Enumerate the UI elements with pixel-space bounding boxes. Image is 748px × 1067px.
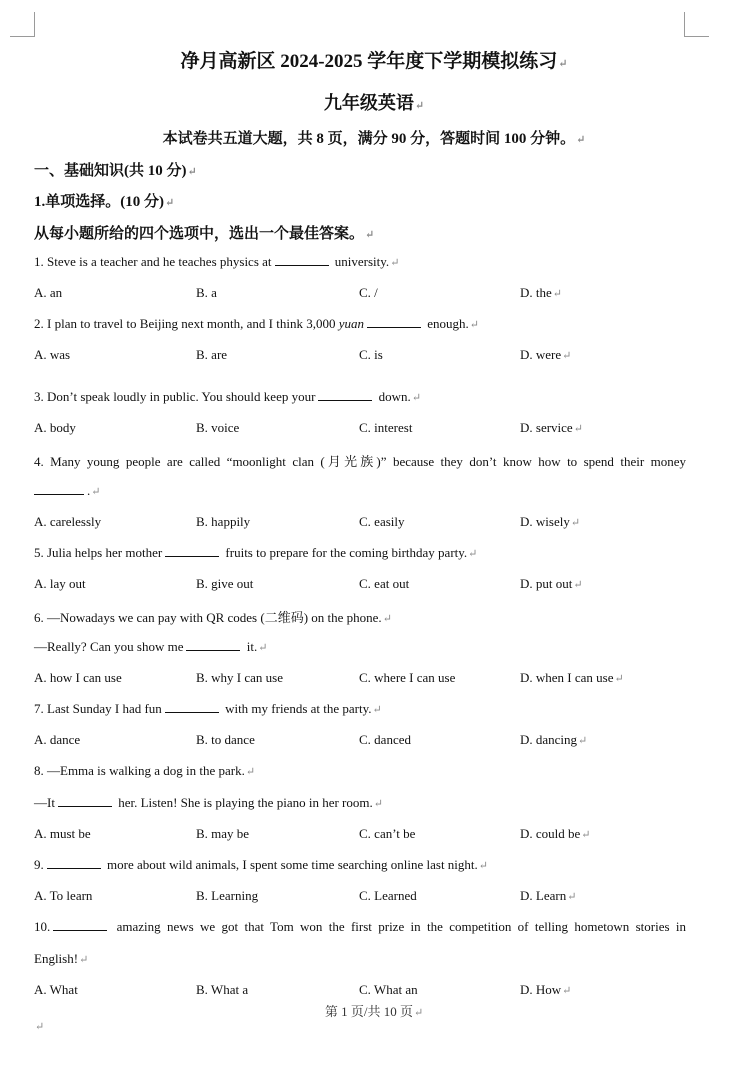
question-10-stem-continued: English!↵ [34,951,89,966]
question-3-stem: 3. Don’t speak loudly in public. You should keep your down.↵ [34,389,422,404]
answer-blank [186,640,240,651]
question-4-stem: 4. Many young people are called “moonlight clan (月光族)” because they don’t know how to spend their money [34,454,686,469]
question-9-option-a: A. To learn [34,888,93,903]
question-4-option-d: D. wisely↵ [520,514,581,529]
question-6-option-a: A. how I can use [34,670,122,685]
question-1-option-c: C. / [359,285,378,300]
question-4-option-b: B. happily [196,514,251,529]
part-heading: 1.单项选择。(10 分)↵ [34,194,175,210]
question-10-option-d: D. How↵ [520,982,572,997]
question-10-option-a: A. What [34,982,78,997]
question-6-line-1: 6. —Nowadays we can pay with QR codes (二维码) on the phone.↵ [34,610,392,625]
question-8-stem: —It her. Listen! She is playing the piano in her room.↵ [34,795,383,810]
question-1-option-d: D. the↵ [520,285,562,300]
section-heading: 一、基础知识(共 10 分)↵ [34,163,197,179]
question-7-option-c: C. danced [359,732,411,747]
question-1-stem: 1. Steve is a teacher and he teaches physics at university.↵ [34,254,400,269]
question-9-option-b: B. Learning [196,888,259,903]
question-7-option-b: B. to dance [196,732,255,747]
question-6-stem: —Really? Can you show me it.↵ [34,639,268,654]
exam-title: 净月高新区 2024-2025 学年度下学期模拟练习↵ [180,51,568,72]
question-7-option-a: A. dance [34,732,81,747]
question-3-option-b: B. voice [196,420,240,435]
answer-blank [367,317,421,328]
question-6-option-d: D. when I can use↵ [520,670,624,685]
question-4-stem-continued: .↵ [34,483,100,499]
question-5-option-b: B. give out [196,576,254,591]
question-5-stem: 5. Julia helps her mother fruits to prepare for the coming birthday party.↵ [34,545,478,560]
question-9-stem: 9. more about wild animals, I spent some time searching online last night.↵ [34,857,489,872]
question-9-option-c: C. Learned [359,888,417,903]
paragraph-mark: ↵ [35,1021,45,1033]
page-number-footer: 第 1 页/共 10 页↵ [324,1004,424,1019]
part-directions: 从每小题所给的四个选项中，选出一个最佳答案。↵ [34,226,375,242]
question-8-option-a: A. must be [34,826,91,841]
answer-blank [58,796,112,807]
question-2-option-c: C. is [359,347,383,362]
exam-instructions: 本试卷共五道大题，共 8 页，满分 90 分，答题时间 100 分钟。↵ [162,131,586,147]
question-5-option-a: A. lay out [34,576,86,591]
crop-mark-left [10,12,35,37]
question-1-option-b: B. a [196,285,217,300]
question-2-option-d: D. were↵ [520,347,572,362]
crop-mark-right [684,12,709,37]
question-7-stem: 7. Last Sunday I had fun with my friends at the party.↵ [34,701,382,716]
question-7-option-d: D. dancing↵ [520,732,588,747]
answer-blank [53,920,107,931]
question-6-option-b: B. why I can use [196,670,284,685]
question-8-line-1: 8. —Emma is walking a dog in the park.↵ [34,763,256,778]
answer-blank [275,255,329,266]
question-2-option-a: A. was [34,347,71,362]
question-10-option-c: C. What an [359,982,418,997]
question-9-option-d: D. Learn↵ [520,888,577,903]
question-3-option-d: D. service↵ [520,420,583,435]
answer-blank [318,390,372,401]
answer-blank [165,546,219,557]
question-4-option-c: C. easily [359,514,405,529]
answer-blank [165,702,219,713]
question-2-option-b: B. are [196,347,228,362]
question-5-option-c: C. eat out [359,576,410,591]
question-2-stem: 2. I plan to travel to Beijing next month, and I think 3,000 yuan enough.↵ [34,316,480,331]
question-10-option-b: B. What a [196,982,249,997]
question-3-option-c: C. interest [359,420,413,435]
question-5-option-d: D. put out↵ [520,576,583,591]
question-8-option-b: B. may be [196,826,250,841]
question-3-option-a: A. body [34,420,76,435]
answer-blank [47,858,101,869]
question-6-option-c: C. where I can use [359,670,456,685]
answer-blank [34,484,84,495]
question-10-stem: 10. amazing news we got that Tom won the first prize in the competition of telling hometown stories in [34,919,686,934]
question-1-option-a: A. an [34,285,63,300]
exam-subject: 九年级英语↵ [323,93,425,113]
question-8-option-d: D. could be↵ [520,826,591,841]
question-4-option-a: A. carelessly [34,514,102,529]
question-8-option-c: C. can’t be [359,826,416,841]
